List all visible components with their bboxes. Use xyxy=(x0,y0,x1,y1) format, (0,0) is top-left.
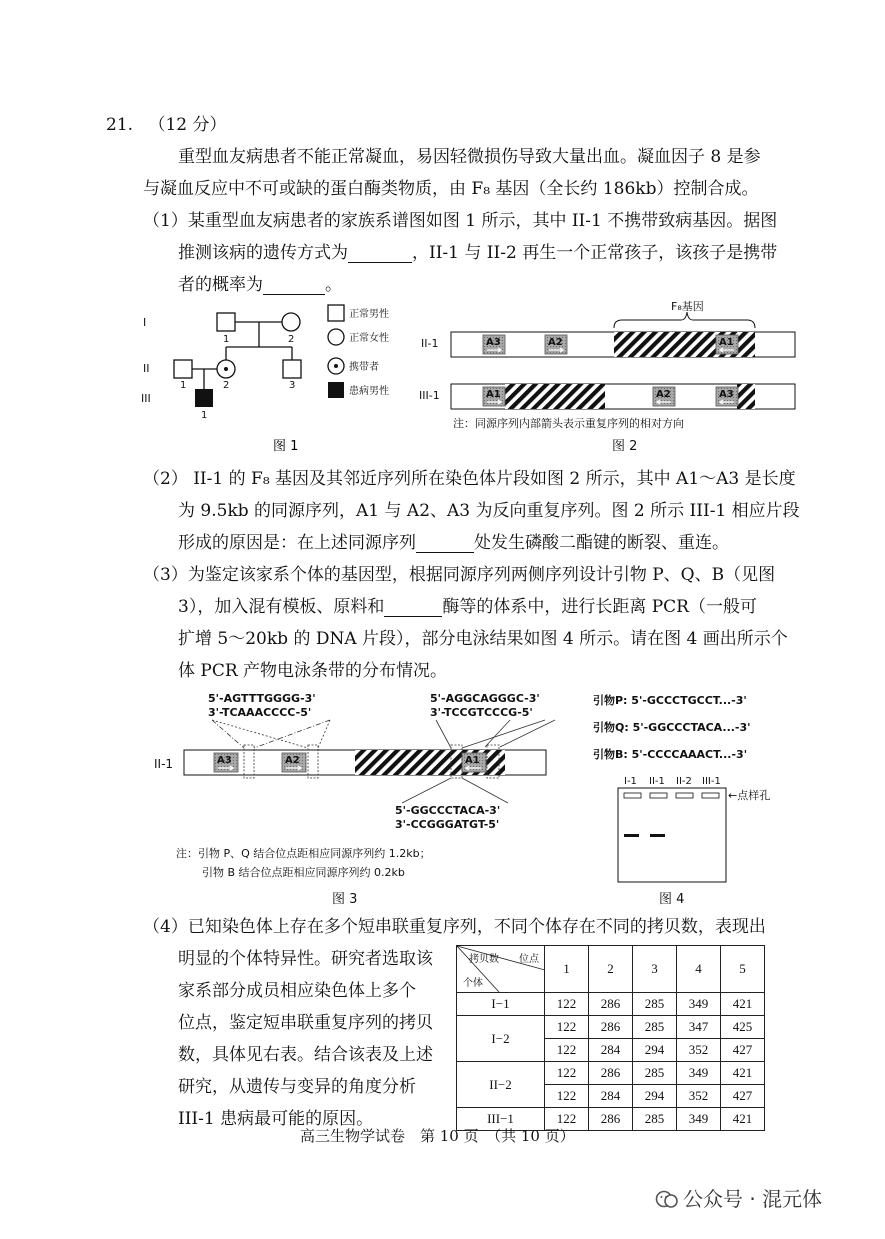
figure-3-primers xyxy=(140,688,590,908)
fig2-row2-hatched-right xyxy=(737,384,755,409)
gen-label-II: II xyxy=(143,362,150,375)
fig3-seq-under-bottom: 3'-CCGGGATGT-5' xyxy=(395,818,500,831)
table-cell: 284 xyxy=(589,1085,633,1108)
primer-B: 引物B: 5'-CCCCAAACT...-3' xyxy=(593,748,748,761)
part3-line-3: 扩增 5～20kb 的 DNA 片段），部分电泳结果如图 4 所示。请在图 4 画出所示个 xyxy=(178,629,788,649)
watermark xyxy=(655,1183,822,1212)
table-corner-cell xyxy=(457,946,545,993)
fig2-note: 注：同源序列内部箭头表示重复序列的相对方向 xyxy=(453,417,684,430)
fig3-note-line-2: 引物 B 结合位点距相应同源序列约 0.2kb xyxy=(202,866,405,879)
gel-well-I-1 xyxy=(624,793,641,798)
table-corner-top: 拷贝数 xyxy=(469,954,499,965)
pedigree-II-3-male xyxy=(283,360,301,378)
fig3-note-line-1: 注：引物 P、Q 结合位点距相应同源序列约 1.2kb； xyxy=(176,847,431,860)
table-cell: 122 xyxy=(545,993,589,1016)
num-II-3: 3 xyxy=(289,380,296,391)
fig2-row2-hatched-left xyxy=(505,384,605,409)
part2-line-2: 为 9.5kb 的同源序列，A1 与 A2、A3 为反向重复序列。图 2 所示 III-1 相应片段 xyxy=(178,501,800,521)
table-cell: 425 xyxy=(721,1016,765,1039)
gel-well-label: ←点样孔 xyxy=(728,789,771,802)
figure-1-caption: 图 1 xyxy=(273,439,299,454)
fig3-A3-label: A3 xyxy=(217,755,232,766)
part1-line-3 xyxy=(178,275,342,295)
fig3-A1-label: A1 xyxy=(465,755,480,766)
part4-line-6: 研究，从遗传与变异的角度分析 xyxy=(178,1077,416,1097)
table-cell: 285 xyxy=(633,993,677,1016)
part1-line-1: （1）某重型血友病患者的家族系谱图如图 1 所示，其中 II-1 不携带致病基因。据图 xyxy=(143,211,778,231)
part2-line-3 xyxy=(178,533,729,553)
fig2-label-III-1: III-1 xyxy=(419,389,440,402)
f8-gene-label: F₈基因 xyxy=(671,300,704,313)
part2-line-1: （2） II-1 的 F₈ 基因及其邻近序列所在染色体片段如图 2 所示，其中 A1～A3 是长度 xyxy=(143,469,796,489)
table-locus-header: 3 xyxy=(633,946,677,993)
fig3-seq-under-top: 5'-GGCCCTACA-3' xyxy=(395,804,501,817)
pedigree-I-1-male xyxy=(217,313,235,331)
table-cell: 122 xyxy=(545,1039,589,1062)
table-individual: I−1 xyxy=(457,993,545,1016)
fig3-seq-right-top: 5'-AGGCAGGGC-3' xyxy=(430,692,540,705)
num-II-1: 1 xyxy=(180,380,187,391)
table-cell: 421 xyxy=(721,993,765,1016)
figure-2-caption: 图 2 xyxy=(612,439,638,454)
fig2-row1-A3-label: A3 xyxy=(486,337,501,348)
part2-line-3a: 形成的原因是：在上述同源序列 xyxy=(178,533,416,553)
question-header xyxy=(106,115,227,135)
table-cell: 294 xyxy=(633,1085,677,1108)
table-row xyxy=(457,1062,765,1085)
part4-line-5: 数，具体见右表。结合该表及上述 xyxy=(178,1045,433,1065)
fig2-row2-A1-label: A1 xyxy=(486,389,501,400)
gel-well-II-1 xyxy=(650,793,667,798)
part3-line-2b: 酶等的体系中，进行长距离 PCR（一般可 xyxy=(442,597,757,617)
table-locus-header: 5 xyxy=(721,946,765,993)
pedigree-I-2-female xyxy=(282,313,300,331)
table-corner-right: 位点 xyxy=(519,954,539,965)
table-individual: I−2 xyxy=(457,1016,545,1062)
gen-label-III: III xyxy=(141,392,151,405)
fig2-row1-A1-label: A1 xyxy=(719,337,734,348)
fig2-label-II-1: II-1 xyxy=(421,337,439,350)
figure-4-caption: 图 4 xyxy=(659,892,685,907)
part4-line-4: 位点，鉴定短串联重复序列的拷贝 xyxy=(178,1013,433,1033)
table-cell: 286 xyxy=(589,1062,633,1085)
table-individual: III−1 xyxy=(457,1108,545,1131)
part4-line-2: 明显的个体特异性。研究者选取该 xyxy=(178,949,433,969)
table-cell: 122 xyxy=(545,1108,589,1131)
table-cell: 285 xyxy=(633,1062,677,1085)
num-I-2: 2 xyxy=(288,334,295,345)
gel-well-II-2 xyxy=(676,793,693,798)
page-footer: 高三生物学试卷 第 10 页 （共 10 页） xyxy=(300,1127,575,1145)
fig3-seq-left-top: 5'-AGTTTGGGG-3' xyxy=(208,692,316,705)
table-corner-bottom: 个体 xyxy=(463,978,483,989)
table-cell: 427 xyxy=(721,1039,765,1062)
lane-label-II-2: II-2 xyxy=(676,776,692,787)
figure-3-caption: 图 3 xyxy=(332,892,358,907)
part1-line-2a: 推测该病的遗传方式为 xyxy=(178,243,348,263)
table-cell: 349 xyxy=(677,1062,721,1085)
pedigree-III-1-affected-male xyxy=(195,389,213,407)
part1-line-2 xyxy=(178,243,777,263)
num-II-2: 2 xyxy=(223,380,230,391)
f8-gene-brace xyxy=(614,312,755,328)
table-individual: II−2 xyxy=(457,1062,545,1108)
table-cell: 427 xyxy=(721,1085,765,1108)
watermark-text: 公众号 · 混元体 xyxy=(683,1187,823,1211)
part1-line-3a: 者的概率为 xyxy=(178,275,263,295)
lane-label-II-1: II-1 xyxy=(649,776,665,787)
legend-carrier: 携带者 xyxy=(349,362,379,373)
table-cell: 286 xyxy=(589,1016,633,1039)
table-row xyxy=(457,1016,765,1039)
table-locus-header: 4 xyxy=(677,946,721,993)
fig3-seq-right-bottom: 3'-TCCGTCCCG-5' xyxy=(430,706,533,719)
intro-line-2: 与凝血反应中不可或缺的蛋白酶类物质，由 F₈ 基因（全长约 186kb）控制合成。 xyxy=(143,179,759,199)
table-cell: 122 xyxy=(545,1062,589,1085)
part4-line-3: 家系部分成员相应染色体上多个 xyxy=(178,981,416,1001)
table-cell: 285 xyxy=(633,1016,677,1039)
answer-blank-homologous-site[interactable] xyxy=(416,536,474,553)
table-row xyxy=(457,993,765,1016)
fig3-A2-label: A2 xyxy=(285,755,300,766)
num-I-1: 1 xyxy=(223,334,230,345)
fig3-label-II-1: II-1 xyxy=(154,757,174,771)
table-cell: 294 xyxy=(633,1039,677,1062)
figure-2-chromosome xyxy=(415,298,805,460)
answer-blank-inheritance[interactable] xyxy=(348,246,412,263)
part3-line-1: （3）为鉴定该家系个体的基因型，根据同源序列两侧序列设计引物 P、Q、B（见图 xyxy=(143,565,776,585)
primer-P: 引物P: 5'-GCCCTGCCT...-3' xyxy=(593,694,747,707)
lane-label-III-1: III-1 xyxy=(702,776,721,787)
part2-line-3b: 处发生磷酸二酯键的断裂、重连。 xyxy=(474,533,729,553)
num-III-1: 1 xyxy=(201,410,208,421)
part3-line-2a: 3），加入混有模板、原料和 xyxy=(178,597,385,617)
part4-line-1: （4）已知染色体上存在多个短串联重复序列，不同个体存在不同的拷贝数，表现出 xyxy=(143,917,766,937)
lane-label-I-1: I-1 xyxy=(624,776,637,787)
table-cell: 285 xyxy=(633,1108,677,1131)
table-cell: 122 xyxy=(545,1085,589,1108)
part1-line-2b: ，II-1 与 II-2 再生一个正常孩子，该孩子是携带 xyxy=(412,243,778,263)
table-cell: 349 xyxy=(677,1108,721,1131)
str-copy-number-table xyxy=(456,945,765,1131)
legend-affected-male-icon xyxy=(328,382,344,398)
table-cell: 352 xyxy=(677,1039,721,1062)
table-cell: 286 xyxy=(589,993,633,1016)
table-locus-header: 1 xyxy=(545,946,589,993)
part1-line-3b: 。 xyxy=(325,275,342,295)
fig2-row2-A3-label: A3 xyxy=(719,389,734,400)
answer-blank-enzyme[interactable] xyxy=(384,600,442,617)
legend-normal-male-icon xyxy=(328,305,344,321)
table-cell: 421 xyxy=(721,1108,765,1131)
fig2-row1-A2-label: A2 xyxy=(548,337,563,348)
table-cell: 349 xyxy=(677,993,721,1016)
part3-line-4: 体 PCR 产物电泳条带的分布情况。 xyxy=(178,661,448,681)
answer-blank-probability[interactable] xyxy=(263,278,325,295)
intro-line-1: 重型血友病患者不能正常凝血，易因轻微损伤导致大量出血。凝血因子 8 是参 xyxy=(178,147,761,167)
legend-affected-male: 患病男性 xyxy=(349,386,389,397)
fig3-seq-left-bottom: 3'-TCAAACCCC-5' xyxy=(208,706,312,719)
figure-4-gel xyxy=(588,688,818,908)
table-cell: 352 xyxy=(677,1085,721,1108)
table-cell: 284 xyxy=(589,1039,633,1062)
table-locus-header: 2 xyxy=(589,946,633,993)
part3-line-2 xyxy=(178,597,757,617)
figure-1-pedigree xyxy=(135,300,420,460)
fig2-row2-A2-label: A2 xyxy=(656,389,671,400)
pedigree-II-1-male xyxy=(174,360,192,378)
legend-normal-female: 正常女性 xyxy=(349,333,389,344)
legend-normal-female-icon xyxy=(328,329,344,345)
table-cell: 122 xyxy=(545,1016,589,1039)
gel-band-II-1 xyxy=(650,834,665,837)
part4-line-7: III-1 患病最可能的原因。 xyxy=(178,1109,374,1129)
gel-well-III-1 xyxy=(702,793,719,798)
legend-normal-male: 正常男性 xyxy=(349,309,389,320)
wechat-icon xyxy=(655,1189,679,1209)
gen-label-I: I xyxy=(143,316,147,329)
table-cell: 421 xyxy=(721,1062,765,1085)
gel-band-I-1 xyxy=(624,834,639,837)
primer-Q: 引物Q: 5'-GGCCCTACA...-3' xyxy=(593,721,751,734)
table-cell: 286 xyxy=(589,1108,633,1131)
table-cell: 347 xyxy=(677,1016,721,1039)
question-score: （12 分） xyxy=(148,115,227,135)
question-number: 21. xyxy=(106,115,134,135)
